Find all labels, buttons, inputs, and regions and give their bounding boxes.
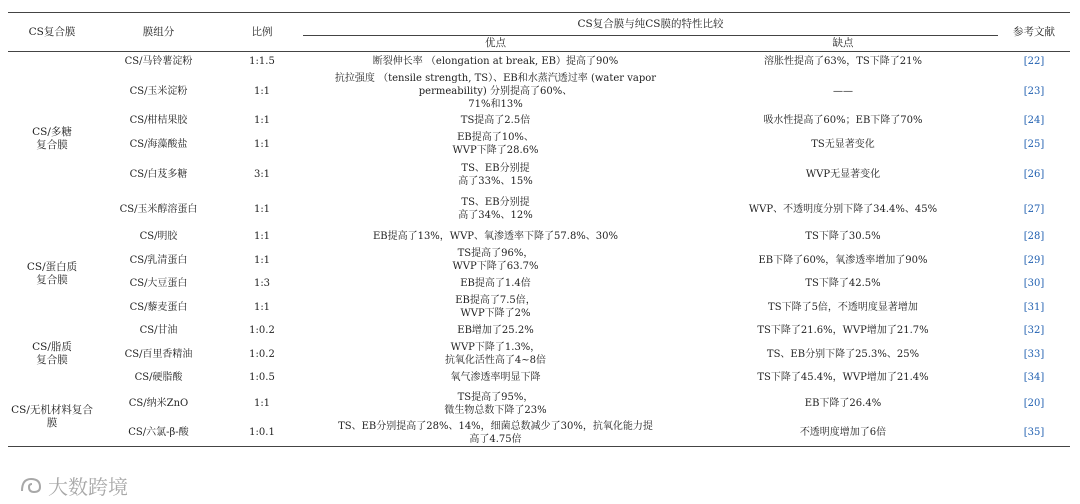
header-ref: 参考文献 <box>1013 25 1055 38</box>
table-row <box>8 111 1070 131</box>
ratio-cell: 1:1 <box>253 301 271 313</box>
reference-link[interactable]: [30] <box>1023 278 1045 289</box>
category-cell: CS/无机材料复合膜 <box>11 403 93 429</box>
table-body <box>8 52 1070 447</box>
table-row <box>8 247 1070 274</box>
table-row <box>8 158 1070 192</box>
table-row <box>8 420 1070 447</box>
ratio-cell: 1:1 <box>253 254 271 266</box>
table-row <box>8 274 1070 294</box>
component-cell: CS/硬脂酸 <box>134 372 183 383</box>
header-component: 膜组分 <box>142 25 175 38</box>
advantage-cell: TS提高了96%， WVP下降了63.7% <box>452 248 539 272</box>
advantage-cell: EB增加了25.2% <box>457 325 534 336</box>
reference-link[interactable]: [25] <box>1023 138 1045 150</box>
reference-link[interactable]: [28] <box>1023 231 1045 242</box>
table-row <box>8 321 1070 341</box>
ratio-cell: 1:0.5 <box>249 372 275 383</box>
reference-link[interactable]: [22] <box>1023 56 1045 68</box>
table-row <box>8 368 1070 388</box>
table-row <box>8 227 1070 247</box>
ratio-cell: 1:0.1 <box>249 427 275 439</box>
disadvantage-cell: WVP无显著变化 <box>805 169 881 180</box>
disadvantage-cell: TS下降了5倍，不透明度显著增加 <box>768 301 918 313</box>
table-row <box>8 388 1070 420</box>
comparison-table <box>8 12 1070 447</box>
advantage-cell: EB提高了13%，WVP、氧渗透率下降了57.8%、30% <box>372 231 619 242</box>
table-row <box>8 294 1070 321</box>
disadvantage-cell: 不透明度增加了6倍 <box>799 427 887 439</box>
ratio-cell: 1:1 <box>253 115 271 126</box>
reference-link[interactable]: [20] <box>1023 398 1045 409</box>
ratio-cell: 1:1 <box>253 138 271 150</box>
reference-link[interactable]: [32] <box>1023 325 1045 336</box>
reference-link[interactable]: [26] <box>1023 169 1045 180</box>
disadvantage-cell: EB下降了26.4% <box>804 398 882 409</box>
advantage-cell: TS提高了2.5倍 <box>460 115 531 126</box>
component-cell: CS/玉米淀粉 <box>129 85 188 97</box>
disadvantage-cell: TS无显著变化 <box>811 138 875 150</box>
component-cell: CS/柑桔果胶 <box>129 115 188 126</box>
advantage-cell: WVP下降了1.3%， 抗氧化活性高了4~8倍 <box>444 342 547 366</box>
ratio-cell: 3:1 <box>253 169 271 180</box>
component-cell: CS/纳米ZnO <box>128 398 189 409</box>
component-cell: CS/乳清蛋白 <box>129 254 188 266</box>
table-row <box>8 72 1070 111</box>
component-cell: CS/玉米醇溶蛋白 <box>119 203 198 215</box>
watermark-text: 大数跨境 <box>48 474 128 499</box>
table-row <box>8 192 1070 227</box>
header-compare: CS复合膜与纯CS膜的特性比较 <box>303 13 998 36</box>
reference-link[interactable]: [34] <box>1023 372 1045 383</box>
reference-link[interactable]: [33] <box>1023 348 1045 360</box>
table-row <box>8 52 1070 72</box>
header-disadvantages: 缺点 <box>832 37 854 49</box>
ratio-cell: 1:1 <box>253 398 271 409</box>
component-cell: CS/马铃薯淀粉 <box>124 56 193 68</box>
table-header <box>8 13 1070 52</box>
category-cell: CS/脂质 复合膜 <box>32 341 72 366</box>
advantage-cell: TS、EB分别提 高了34%、12% <box>458 197 533 221</box>
category-cell: CS/多糖 复合膜 <box>32 126 72 152</box>
advantage-cell: TS提高了95%， 微生物总数下降了23% <box>444 391 547 416</box>
ratio-cell: 1:1 <box>253 203 271 215</box>
advantage-cell: EB提高了1.4倍 <box>460 278 531 289</box>
table-row <box>8 131 1070 158</box>
ratio-cell: 1:1.5 <box>249 56 275 68</box>
ratio-cell: 1:3 <box>253 278 271 289</box>
header-membrane: CS复合膜 <box>28 25 76 38</box>
advantage-cell: 氧气渗透率明显下降 <box>450 372 541 383</box>
disadvantage-cell: TS下降了45.4%，WVP增加了21.4% <box>757 372 929 383</box>
advantage-cell: EB提高了10%、 WVP下降了28.6% <box>452 132 539 156</box>
component-cell: CS/大豆蛋白 <box>129 278 188 289</box>
advantage-cell: 断裂伸长率 （elongation at break, EB）提高了90% <box>372 56 619 68</box>
component-cell: CS/明胶 <box>139 231 178 242</box>
advantage-cell: TS、EB分别提高了28%、14%，细菌总数减少了30%，抗氧化能力提 高了4.75倍 <box>338 420 653 445</box>
disadvantage-cell: 吸水性提高了60%；EB下降了70% <box>763 115 923 126</box>
ratio-cell: 1:0.2 <box>249 348 275 360</box>
disadvantage-cell: WVP、不透明度分别下降了34.4%、45% <box>748 203 938 215</box>
reference-link[interactable]: [27] <box>1023 203 1045 215</box>
reference-link[interactable]: [29] <box>1023 254 1045 266</box>
disadvantage-cell: TS下降了30.5% <box>805 231 881 242</box>
ratio-cell: 1:0.2 <box>249 325 275 336</box>
component-cell: CS/百里香精油 <box>124 348 193 360</box>
disadvantage-cell: TS下降了21.6%，WVP增加了21.7% <box>757 325 929 336</box>
component-cell: CS/六氯-β-酸 <box>128 427 189 439</box>
component-cell: CS/藜麦蛋白 <box>129 301 188 313</box>
reference-link[interactable]: [35] <box>1023 427 1045 439</box>
header-ratio: 比例 <box>251 25 273 38</box>
ratio-cell: 1:1 <box>253 85 271 97</box>
logo-icon <box>20 476 42 494</box>
header-advantages: 优点 <box>485 37 506 49</box>
reference-link[interactable]: [24] <box>1023 115 1045 126</box>
table-row <box>8 341 1070 368</box>
disadvantage-cell: TS、EB分别下降了25.3%、25% <box>766 348 920 360</box>
reference-link[interactable]: [31] <box>1023 301 1045 313</box>
advantage-cell: TS、EB分别提 高了33%、15% <box>458 162 533 187</box>
watermark <box>20 470 160 500</box>
component-cell: CS/白芨多糖 <box>129 169 188 180</box>
disadvantage-cell: —— <box>833 85 853 97</box>
advantage-cell: EB提高了7.5倍， WVP下降了2% <box>455 295 536 319</box>
component-cell: CS/海藻酸盐 <box>129 138 188 150</box>
reference-link[interactable]: [23] <box>1023 85 1045 97</box>
disadvantage-cell: EB下降了60%，氧渗透率增加了90% <box>758 254 928 266</box>
disadvantage-cell: 溶胀性提高了63%，TS下降了21% <box>764 56 922 68</box>
category-cell: CS/蛋白质 复合膜 <box>26 260 78 286</box>
advantage-cell: 抗拉强度 （tensile strength, TS）、EB和水蒸汽透过率 (water vapor permeability) 分别提高了60%、 71%和13% <box>334 72 657 110</box>
component-cell: CS/甘油 <box>139 325 178 336</box>
disadvantage-cell: TS下降了42.5% <box>805 278 881 289</box>
ratio-cell: 1:1 <box>253 231 271 242</box>
